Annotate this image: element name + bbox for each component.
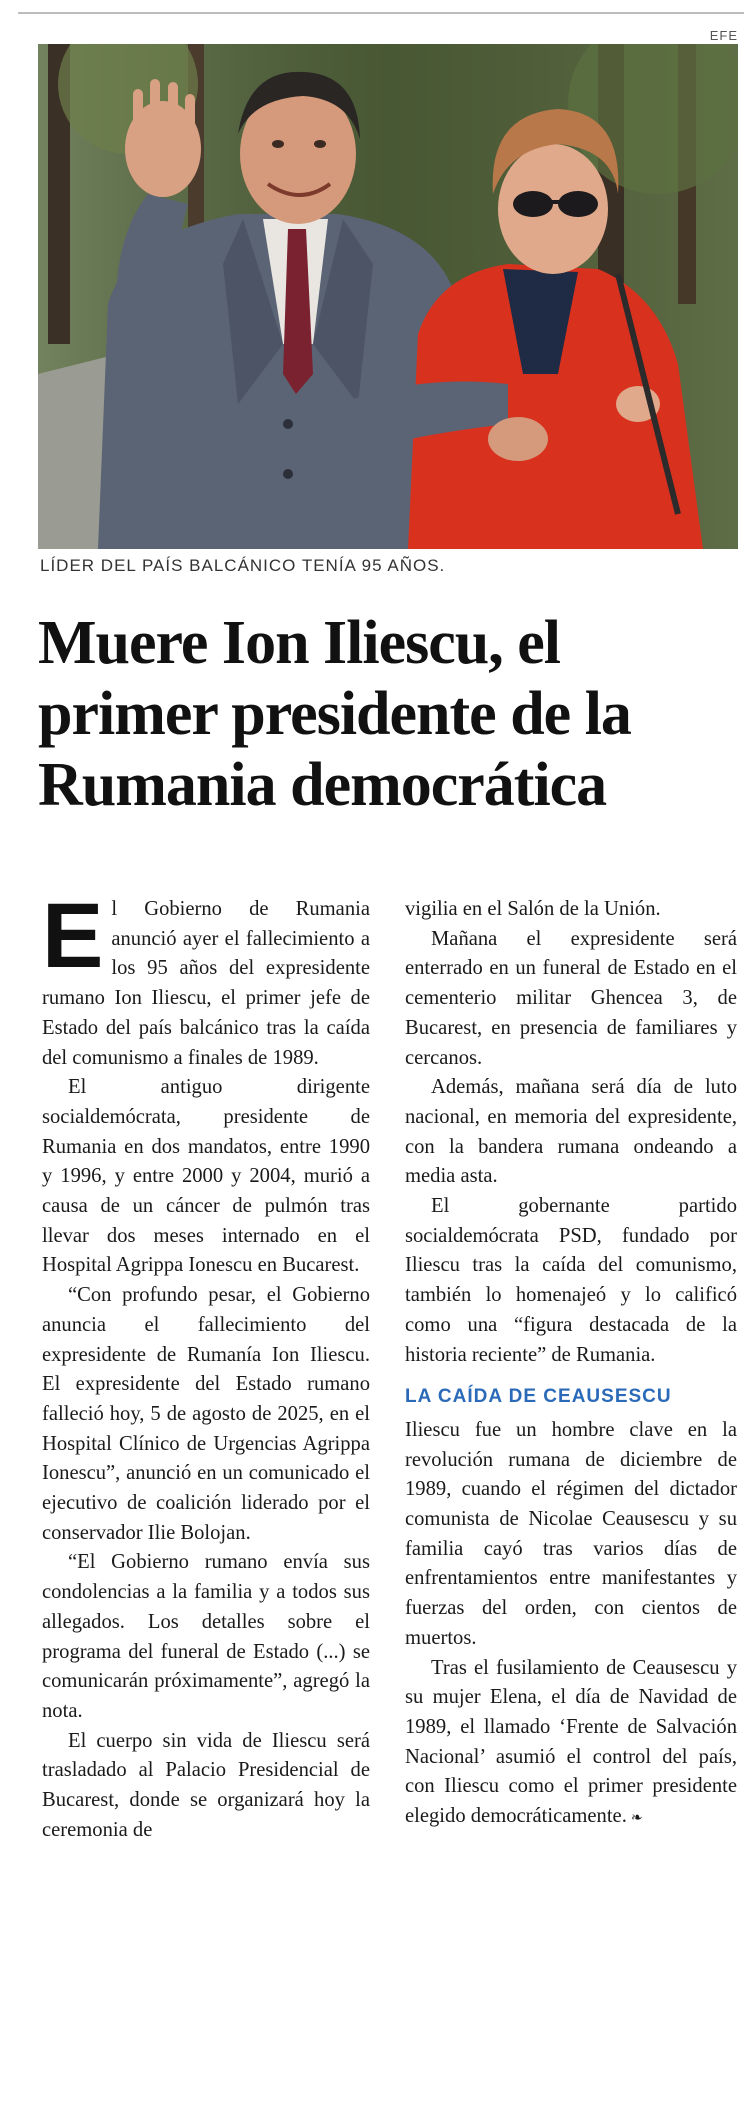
paragraph	[405, 1654, 737, 1834]
photo-caption: LÍDER DEL PAÍS BALCÁNICO TENÍA 95 AÑOS.	[40, 556, 446, 575]
photo-credit: EFE	[709, 28, 738, 43]
article-column-1	[42, 885, 370, 1846]
paragraph-text: l Gobierno de Rumania anunció ayer el fallecimiento a los 95 años del expresidente rumano Ion Iliescu, el primer jefe de Estado del país balcánico tras la caída del comunismo a finales de 1989.	[42, 898, 370, 1069]
section-subhead: LA CAÍDA DE CEAUSESCU	[405, 1386, 672, 1408]
paragraph: vigilia en el Salón de la Unión.	[405, 898, 661, 920]
paragraph	[42, 885, 370, 1073]
article-column-2	[405, 895, 737, 1834]
paragraph: “Con profundo pesar, el Gobierno anuncia el fallecimiento del expresidente de Rumanía Ion Iliescu. El expresidente del Estado rumano falleció hoy, 5 de agosto de 2025, en el Hospital Clínico de Urgencias Agrippa Ionescu”, anunció en un comunicado el ejecutivo de coalición liderado por el conservador Ilie Bolojan.	[42, 1284, 370, 1544]
paragraph: Además, mañana será día de luto nacional, en memoria del expresidente, con la bandera rumana ondeando a media asta.	[405, 1076, 737, 1188]
photo-illustration	[38, 44, 738, 549]
end-of-article-icon: ❧	[630, 1810, 643, 1827]
paragraph: El antiguo dirigente socialdemócrata, presidente de Rumania en dos mandatos, entre 1990 y 1996, y entre 2000 y 2004, murió a causa de un cáncer de pulmón tras llevar dos meses internado en el Hospital Agrippa Ionescu en Bucarest.	[42, 1076, 370, 1277]
headline: Muere Ion Iliescu, el primer presidente de la Rumania democrática	[38, 609, 631, 819]
paragraph: Mañana el expresidente será enterrado en un funeral de Estado en el cementerio militar Ghencea 3, de Bucarest, en presencia de familiares y cercanos.	[405, 927, 737, 1069]
news-photo	[38, 44, 738, 549]
top-rule	[18, 12, 744, 14]
paragraph-text: Tras el fusilamiento de Ceausescu y su mujer Elena, el día de Navidad de 1989, el llamado ‘Frente de Salvación Nacional’ asumió el control del país, con Iliescu como el primer presidente elegido democráticamente.	[405, 1656, 737, 1828]
paragraph: El gobernante partido socialdemócrata PSD, fundado por Iliescu tras la caída del comunismo, también lo homenajeó y lo calificó como una “figura destacada de la historia reciente” de Rumania.	[405, 1195, 737, 1366]
drop-cap: E	[42, 885, 104, 987]
paragraph: Iliescu fue un hombre clave en la revolución rumana de diciembre de 1989, cuando el régimen del dictador comunista de Nicolae Ceausescu y su familia cayó tras varios días de enfrentamientos entre manifestantes y fuerzas del orden, con cientos de muertos.	[405, 1418, 737, 1649]
paragraph: “El Gobierno rumano envía sus condolencias a la familia y a todos sus allegados. Los detalles sobre el programa del funeral de Estado (...) se comunicarán próximamente”, agregó la nota.	[42, 1551, 370, 1722]
paragraph: El cuerpo sin vida de Iliescu será trasladado al Palacio Presidencial de Bucarest, donde se organizará hoy la ceremonia de	[42, 1729, 370, 1841]
